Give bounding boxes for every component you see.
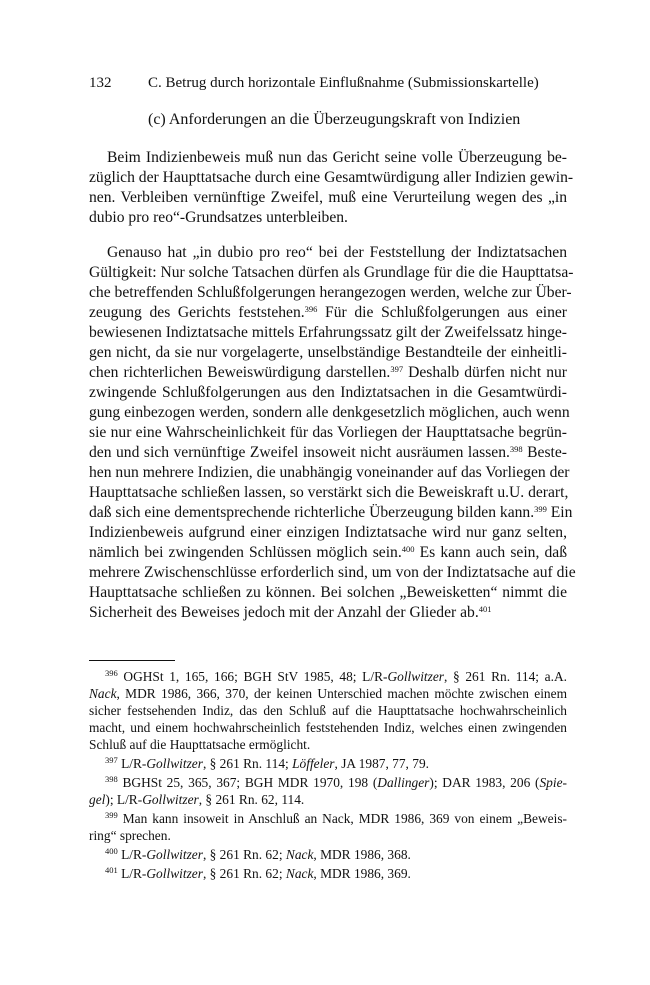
text-line	[89, 303, 567, 323]
text-segment: den und sich vernünftige Zweifel insoweit nicht ausräumen lassen.	[89, 444, 510, 461]
footnote-number: 397	[105, 755, 118, 765]
text-line: sie nur eine Wahrscheinlichkeit für das Vorliegen der Haupttatsache begrün-	[89, 424, 567, 441]
footnote-line	[89, 791, 567, 808]
author-name: Nack	[285, 847, 314, 862]
footnote-ref-399[interactable]: 399	[534, 504, 547, 514]
text-segment: , MDR 1986, 368.	[313, 847, 411, 862]
text-line: hen nun mehrere Indizien, die unabhängig voneinander auf das Vorliegen der	[89, 464, 570, 481]
text-segment: BGHSt 25, 365, 367; BGH MDR 1970, 198 (	[117, 775, 378, 790]
text-line: züglich der Haupttatsache durch eine Gesamtwürdigung aller Indizien gewin-	[89, 169, 574, 186]
text-segment: , § 261 Rn. 62, 114.	[198, 792, 305, 807]
footnote-401	[105, 865, 567, 882]
author-name: Nack	[285, 866, 314, 881]
text-line: Indizienbeweis aufgrund einer einzigen Indiztatsache wird nur ganz selten,	[89, 524, 567, 541]
footnote-line: sicher festsehenden Indiz, das den Schluß auf die Haupttatsache hochwahrscheinlich	[89, 703, 567, 718]
text-segment: OGHSt 1, 165, 166; BGH StV 1985, 48; L/R-	[117, 669, 388, 684]
author-name: Gollwitzer	[387, 669, 445, 684]
text-line: gen nicht, da sie nur vorgelagerte, unselbständige Bestandteile der einheitli-	[89, 344, 567, 361]
author-name: Dallinger	[377, 775, 430, 790]
footnote-number: 400	[105, 846, 118, 856]
footnote-ref-397[interactable]: 397	[390, 364, 404, 374]
footnote-number: 396	[105, 668, 118, 678]
text-segment: nämlich bei zwingenden Schlüssen möglich sein.	[89, 544, 402, 561]
section-title: (c) Anforderungen an die Überzeugungskraft von Indizien	[148, 111, 521, 128]
author-name: Nack	[89, 686, 117, 701]
footnote-line	[89, 685, 567, 702]
footnote-line: macht, und einem hochwahrscheinlich feststehenden Indiz, welches einen zwingenden	[89, 720, 567, 735]
text-segment: chen richterlichen Beweiswürdigung darstellen.	[89, 364, 391, 381]
footnote-number: 401	[105, 865, 118, 875]
text-line: che betreffenden Schlußfolgerungen herangezogen werden, welche zur Über-	[89, 284, 572, 301]
text-line: Genauso hat „in dubio pro reo“ bei der Feststellung der Indiztatsachen	[107, 244, 567, 261]
footnote-398	[105, 774, 567, 791]
text-line	[89, 503, 573, 523]
text-segment: , § 261 Rn. 114;	[202, 756, 293, 771]
text-line	[89, 603, 567, 623]
text-segment: Sicherheit des Beweises jedoch mit der Anzahl der Glieder ab.	[89, 604, 479, 621]
text-segment: , JA 1987, 77, 79.	[334, 756, 429, 771]
text-segment: ); DAR 1983, 206 (	[429, 775, 540, 790]
text-segment: L/R-	[117, 756, 147, 771]
text-segment: , MDR 1986, 369.	[313, 866, 411, 881]
text-line: Beim Indizienbeweis muß nun das Gericht seine volle Überzeugung be-	[107, 149, 567, 166]
footnote-separator	[89, 660, 175, 661]
text-line: zwingende Schlußfolgerungen aus den Indiztatsachen in die Gesamtwürdi-	[89, 384, 567, 401]
author-name: Gollwitzer	[146, 756, 203, 771]
footnote-ref-400[interactable]: 400	[401, 544, 415, 554]
text-segment: Ein	[546, 504, 573, 521]
running-title: C. Betrug durch horizontale Einflußnahme (Submissionskartelle)	[148, 75, 539, 91]
page-number: 132	[89, 75, 112, 91]
author-name: Spie-	[539, 775, 567, 790]
text-line	[89, 543, 567, 563]
footnote-400	[105, 846, 567, 863]
text-segment: daß sich eine dementsprechende richterliche Überzeugung bilden kann.	[89, 504, 535, 521]
text-line: dubio pro reo“-Grundsatzes unterbleiben.	[89, 209, 348, 226]
footnote-ref-396[interactable]: 396	[304, 304, 318, 314]
footnote-ref-398[interactable]: 398	[509, 444, 523, 454]
text-segment: Man kann insoweit in Anschluß an Nack, MDR 1986, 369 von einem „Beweis-	[117, 811, 567, 826]
text-line: mehrere Zwischenschlüsse erforderlich sind, um von der Indiztatsache auf die	[89, 564, 576, 581]
text-segment: Es kann auch sein, daß	[414, 544, 567, 561]
text-segment: Für die Schlußfolgerungen aus einer	[317, 304, 567, 321]
text-line: Haupttatsache schließen zu können. Bei solchen „Beweisketten“ nimmt die	[89, 584, 567, 601]
text-segment: L/R-	[117, 866, 147, 881]
footnote-399	[105, 810, 567, 827]
author-name: gel	[89, 792, 106, 807]
text-line	[89, 443, 567, 463]
text-segment: , MDR 1986, 366, 370, der keinen Unterschied machen möchte zwischen einem	[116, 686, 567, 701]
footnote-line: Schluß auf die Haupttatsache ermöglicht.	[89, 737, 311, 752]
footnote-396	[105, 668, 567, 685]
text-segment: L/R-	[117, 847, 147, 862]
text-segment: Beste-	[522, 444, 567, 461]
text-segment: Deshalb dürfen nicht nur	[403, 364, 567, 381]
author-name: Gollwitzer	[146, 866, 203, 881]
footnote-ref-401[interactable]: 401	[478, 604, 492, 614]
text-segment: , § 261 Rn. 114; a.A.	[444, 669, 567, 684]
footnote-397	[105, 755, 567, 772]
text-line: Gültigkeit: Nur solche Tatsachen dürfen als Grundlage für die die Haupttatsa-	[89, 264, 574, 281]
text-line	[89, 363, 567, 383]
text-line: gung einbezogen werden, sondern alle denkgesetzlich möglichen, auch wenn	[89, 404, 570, 421]
footnote-number: 399	[105, 810, 118, 820]
footnote-number: 398	[105, 774, 118, 784]
text-line: bewiesenen Indiztatsache mittels Erfahrungssatz gilt der Zweifelssatz hinge-	[89, 324, 567, 341]
author-name: Gollwitzer	[146, 847, 203, 862]
text-segment: , § 261 Rn. 62;	[202, 847, 286, 862]
author-name: Löffeler	[292, 756, 335, 771]
text-segment: zeugung des Gerichts feststehen.	[89, 304, 305, 321]
text-line: Haupttatsache schließen lassen, so verstärkt sich die Beweiskraft u.U. derart,	[89, 484, 569, 501]
text-segment: , § 261 Rn. 62;	[202, 866, 286, 881]
text-segment: ); L/R-	[105, 792, 143, 807]
text-line: nen. Verbleiben vernünftige Zweifel, muß eine Verurteilung wegen des „in	[89, 189, 567, 206]
footnote-line: ring“ sprechen.	[89, 828, 171, 843]
author-name: Gollwitzer	[142, 792, 199, 807]
